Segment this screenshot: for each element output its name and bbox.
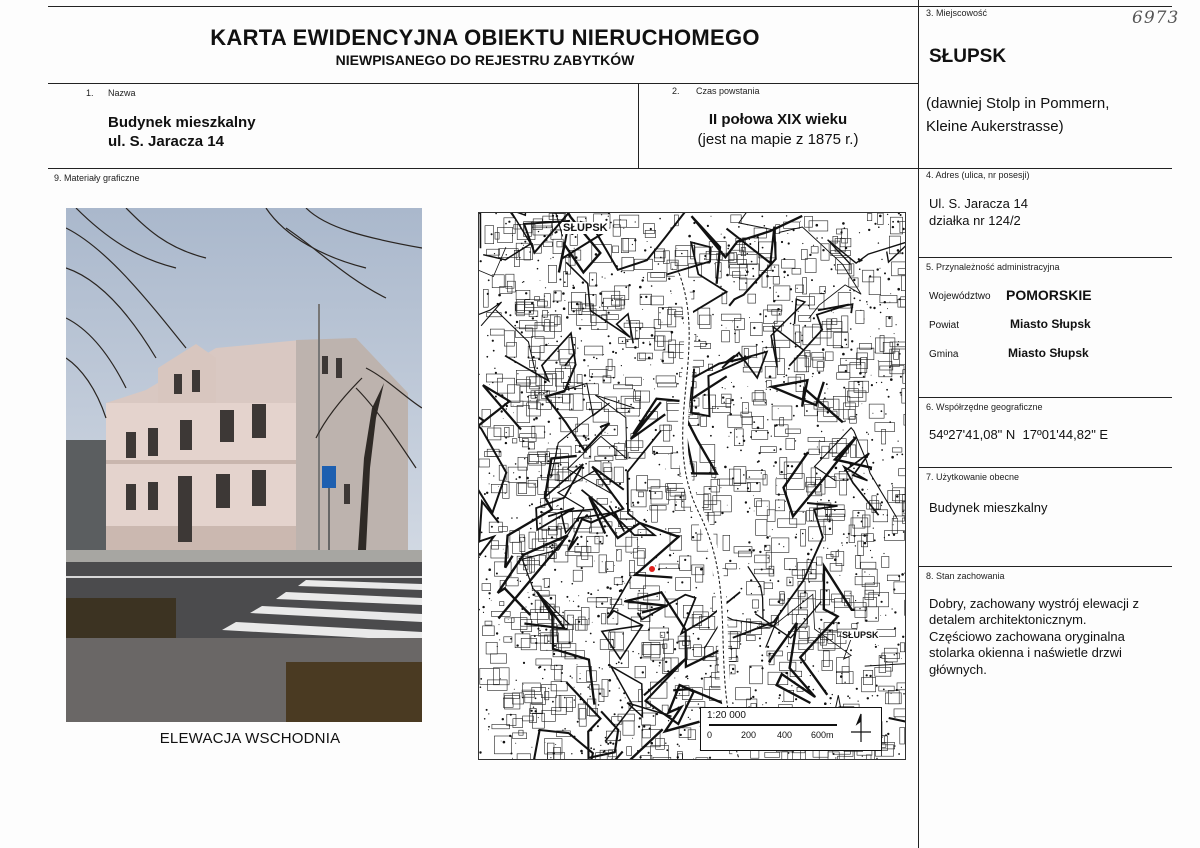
- czas-number: 2.: [672, 86, 680, 96]
- powiat-label: Powiat: [929, 320, 960, 331]
- map-scale: [700, 707, 882, 751]
- name-time-divider: [638, 83, 639, 169]
- uzytkowanie-label: 7. Użytkowanie obecne: [926, 472, 1020, 482]
- czas-label: Czas powstania: [696, 86, 760, 96]
- wspolrzedne-label: 6. Współrzędne geograficzne: [926, 402, 1043, 412]
- wojewodztwo-label: Województwo: [929, 291, 991, 302]
- wojewodztwo-value: POMORSKIE: [1006, 287, 1092, 303]
- right-column-divider: [918, 0, 919, 848]
- stan-line4: stolarka okienna i naświetle drzwi: [929, 645, 1122, 660]
- header-divider: [48, 83, 918, 84]
- card-subtitle: NIEWPISANEGO DO REJESTRU ZABYTKÓW: [335, 52, 635, 68]
- map-city-label: SŁUPSK: [563, 222, 608, 234]
- wspolrzedne-value: 54º27'41,08" N 17º01'44,82" E: [929, 427, 1109, 442]
- miejscowosc-note-line2: Kleine Aukerstrasse): [926, 118, 1064, 135]
- miejscowosc-value: SŁUPSK: [929, 46, 1007, 67]
- section6-divider: [918, 397, 1172, 398]
- section5-divider: [918, 257, 1172, 258]
- scale-tick-0: 0: [707, 730, 713, 740]
- miejscowosc-label: 3. Miejscowość: [926, 8, 988, 18]
- scale-tick-600: 600m: [811, 730, 834, 740]
- czas-line2: (jest na mapie z 1875 r.): [697, 131, 859, 148]
- adres-line1: Ul. S. Jaracza 14: [929, 196, 1028, 211]
- adres-label: 4. Adres (ulica, nr posesji): [926, 170, 1030, 180]
- scale-tick-200: 200: [741, 730, 757, 740]
- photo-caption: ELEWACJA WSCHODNIA: [159, 730, 341, 747]
- scale-tick-400: 400: [777, 730, 793, 740]
- czas-line1: II połowa XIX wieku: [708, 111, 848, 128]
- building-photo: [66, 208, 422, 722]
- adres-line2: działka nr 124/2: [929, 213, 1021, 228]
- powiat-value: Miasto Słupsk: [1010, 317, 1091, 331]
- przynaleznosc-label: 5. Przynależność administracyjna: [926, 262, 1060, 272]
- location-map: [478, 212, 906, 760]
- north-arrow-icon: [849, 712, 873, 744]
- name-row-divider: [48, 168, 1172, 169]
- gmina-value: Miasto Słupsk: [1008, 346, 1089, 360]
- stan-line1: Dobry, zachowany wystrój elewacji z: [929, 596, 1139, 611]
- stan-line2: detalem architektonicznym.: [929, 612, 1087, 627]
- uzytkowanie-value: Budynek mieszkalny: [929, 500, 1048, 515]
- scale-ratio: 1:20 000: [707, 710, 746, 721]
- nazwa-number: 1.: [86, 88, 94, 98]
- scale-bar: [709, 724, 837, 726]
- archive-number: 6973: [1132, 8, 1180, 28]
- miejscowosc-note-line1: (dawniej Stolp in Pommern,: [926, 95, 1110, 112]
- materialy-label: 9. Materiały graficzne: [54, 173, 140, 183]
- stan-label: 8. Stan zachowania: [926, 571, 1005, 581]
- map-corner-label: SŁUPSK: [842, 630, 879, 640]
- nazwa-line1: Budynek mieszkalny: [108, 114, 256, 131]
- top-border: [48, 6, 1172, 7]
- stan-line5: głównych.: [929, 662, 987, 677]
- stan-line3: Częściowo zachowana oryginalna: [929, 629, 1125, 644]
- nazwa-label: Nazwa: [108, 88, 136, 98]
- gmina-label: Gmina: [929, 349, 959, 360]
- map-location-marker: [649, 566, 655, 572]
- section7-divider: [918, 467, 1172, 468]
- card-title: KARTA EWIDENCYJNA OBIEKTU NIERUCHOMEGO: [210, 25, 760, 50]
- nazwa-line2: ul. S. Jaracza 14: [108, 133, 224, 150]
- section8-divider: [918, 566, 1172, 567]
